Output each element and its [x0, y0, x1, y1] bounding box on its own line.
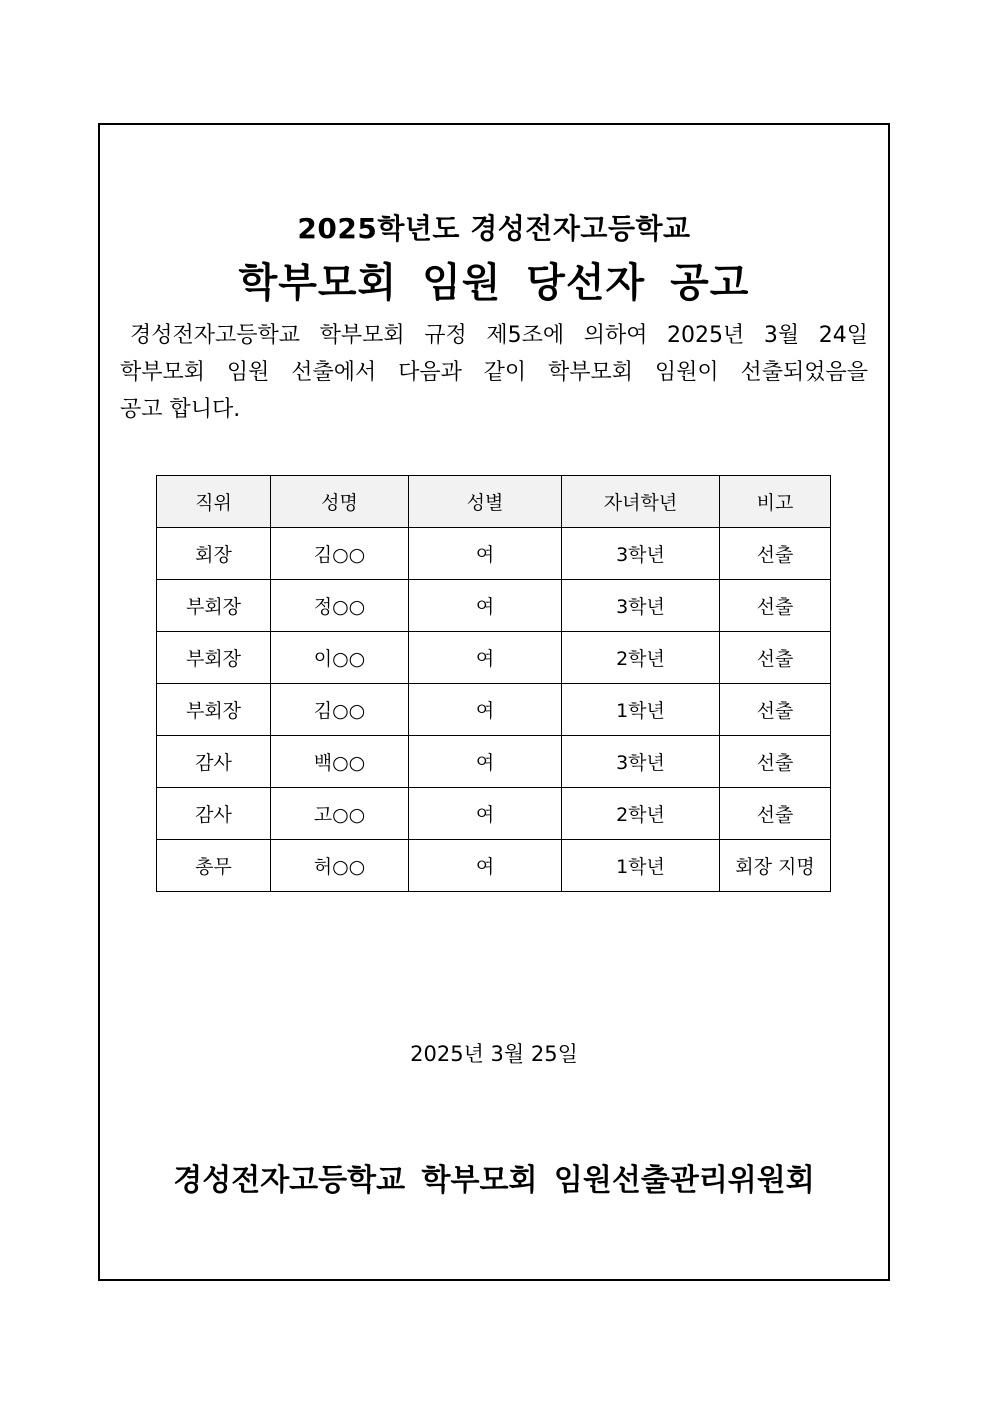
header-child-grade: 자녀학년: [562, 476, 720, 528]
cell-note: 선출: [720, 580, 831, 632]
table-row: [157, 840, 831, 892]
cell-gender: 여: [409, 736, 562, 788]
cell-name: 이○○: [271, 632, 409, 684]
cell-note: 회장 지명: [720, 840, 831, 892]
header-name: 성명: [271, 476, 409, 528]
cell-child-grade: 2학년: [562, 632, 720, 684]
cell-gender: 여: [409, 632, 562, 684]
cell-child-grade: 3학년: [562, 528, 720, 580]
cell-gender: 여: [409, 580, 562, 632]
cell-position: 부회장: [157, 684, 271, 736]
issuer-committee: 경성전자고등학교 학부모회 임원선출관리위원회: [173, 1163, 815, 1198]
cell-name: 김○○: [271, 684, 409, 736]
notice-title: 학부모회 임원 당선자 공고: [238, 260, 750, 306]
cell-child-grade: 3학년: [562, 580, 720, 632]
cell-child-grade: 1학년: [562, 840, 720, 892]
table-row: [157, 528, 831, 580]
cell-position: 부회장: [157, 580, 271, 632]
body-line-3: 공고 합니다.: [120, 397, 241, 422]
notice-date: 2025년 3월 25일: [410, 1042, 578, 1066]
cell-note: 선출: [720, 684, 831, 736]
cell-gender: 여: [409, 840, 562, 892]
cell-note: 선출: [720, 788, 831, 840]
cell-name: 허○○: [271, 840, 409, 892]
cell-position: 총무: [157, 840, 271, 892]
cell-gender: 여: [409, 528, 562, 580]
header-position: 직위: [157, 476, 271, 528]
cell-name: 김○○: [271, 528, 409, 580]
header-gender: 성별: [409, 476, 562, 528]
cell-name: 정○○: [271, 580, 409, 632]
table-header-row: [157, 476, 831, 528]
table-row: [157, 788, 831, 840]
header-note: 비고: [720, 476, 831, 528]
cell-position: 감사: [157, 736, 271, 788]
cell-child-grade: 3학년: [562, 736, 720, 788]
officers-table: [156, 475, 831, 892]
cell-position: 회장: [157, 528, 271, 580]
cell-position: 부회장: [157, 632, 271, 684]
cell-name: 고○○: [271, 788, 409, 840]
cell-name: 백○○: [271, 736, 409, 788]
school-year-title: 2025학년도 경성전자고등학교: [297, 212, 691, 245]
table-row: [157, 736, 831, 788]
cell-child-grade: 2학년: [562, 788, 720, 840]
table-row: [157, 684, 831, 736]
body-line-2: 학부모회 임원 선출에서 다음과 같이 학부모회 임원이 선출되었음을: [120, 360, 868, 385]
cell-child-grade: 1학년: [562, 684, 720, 736]
cell-note: 선출: [720, 632, 831, 684]
cell-note: 선출: [720, 528, 831, 580]
cell-position: 감사: [157, 788, 271, 840]
table-row: [157, 580, 831, 632]
notice-body: [120, 317, 868, 428]
table-row: [157, 632, 831, 684]
cell-note: 선출: [720, 736, 831, 788]
body-line-1: 경성전자고등학교 학부모회 규정 제5조에 의하여 2025년 3월 24일: [130, 323, 868, 348]
cell-gender: 여: [409, 788, 562, 840]
notice-frame: [98, 123, 890, 1281]
cell-gender: 여: [409, 684, 562, 736]
